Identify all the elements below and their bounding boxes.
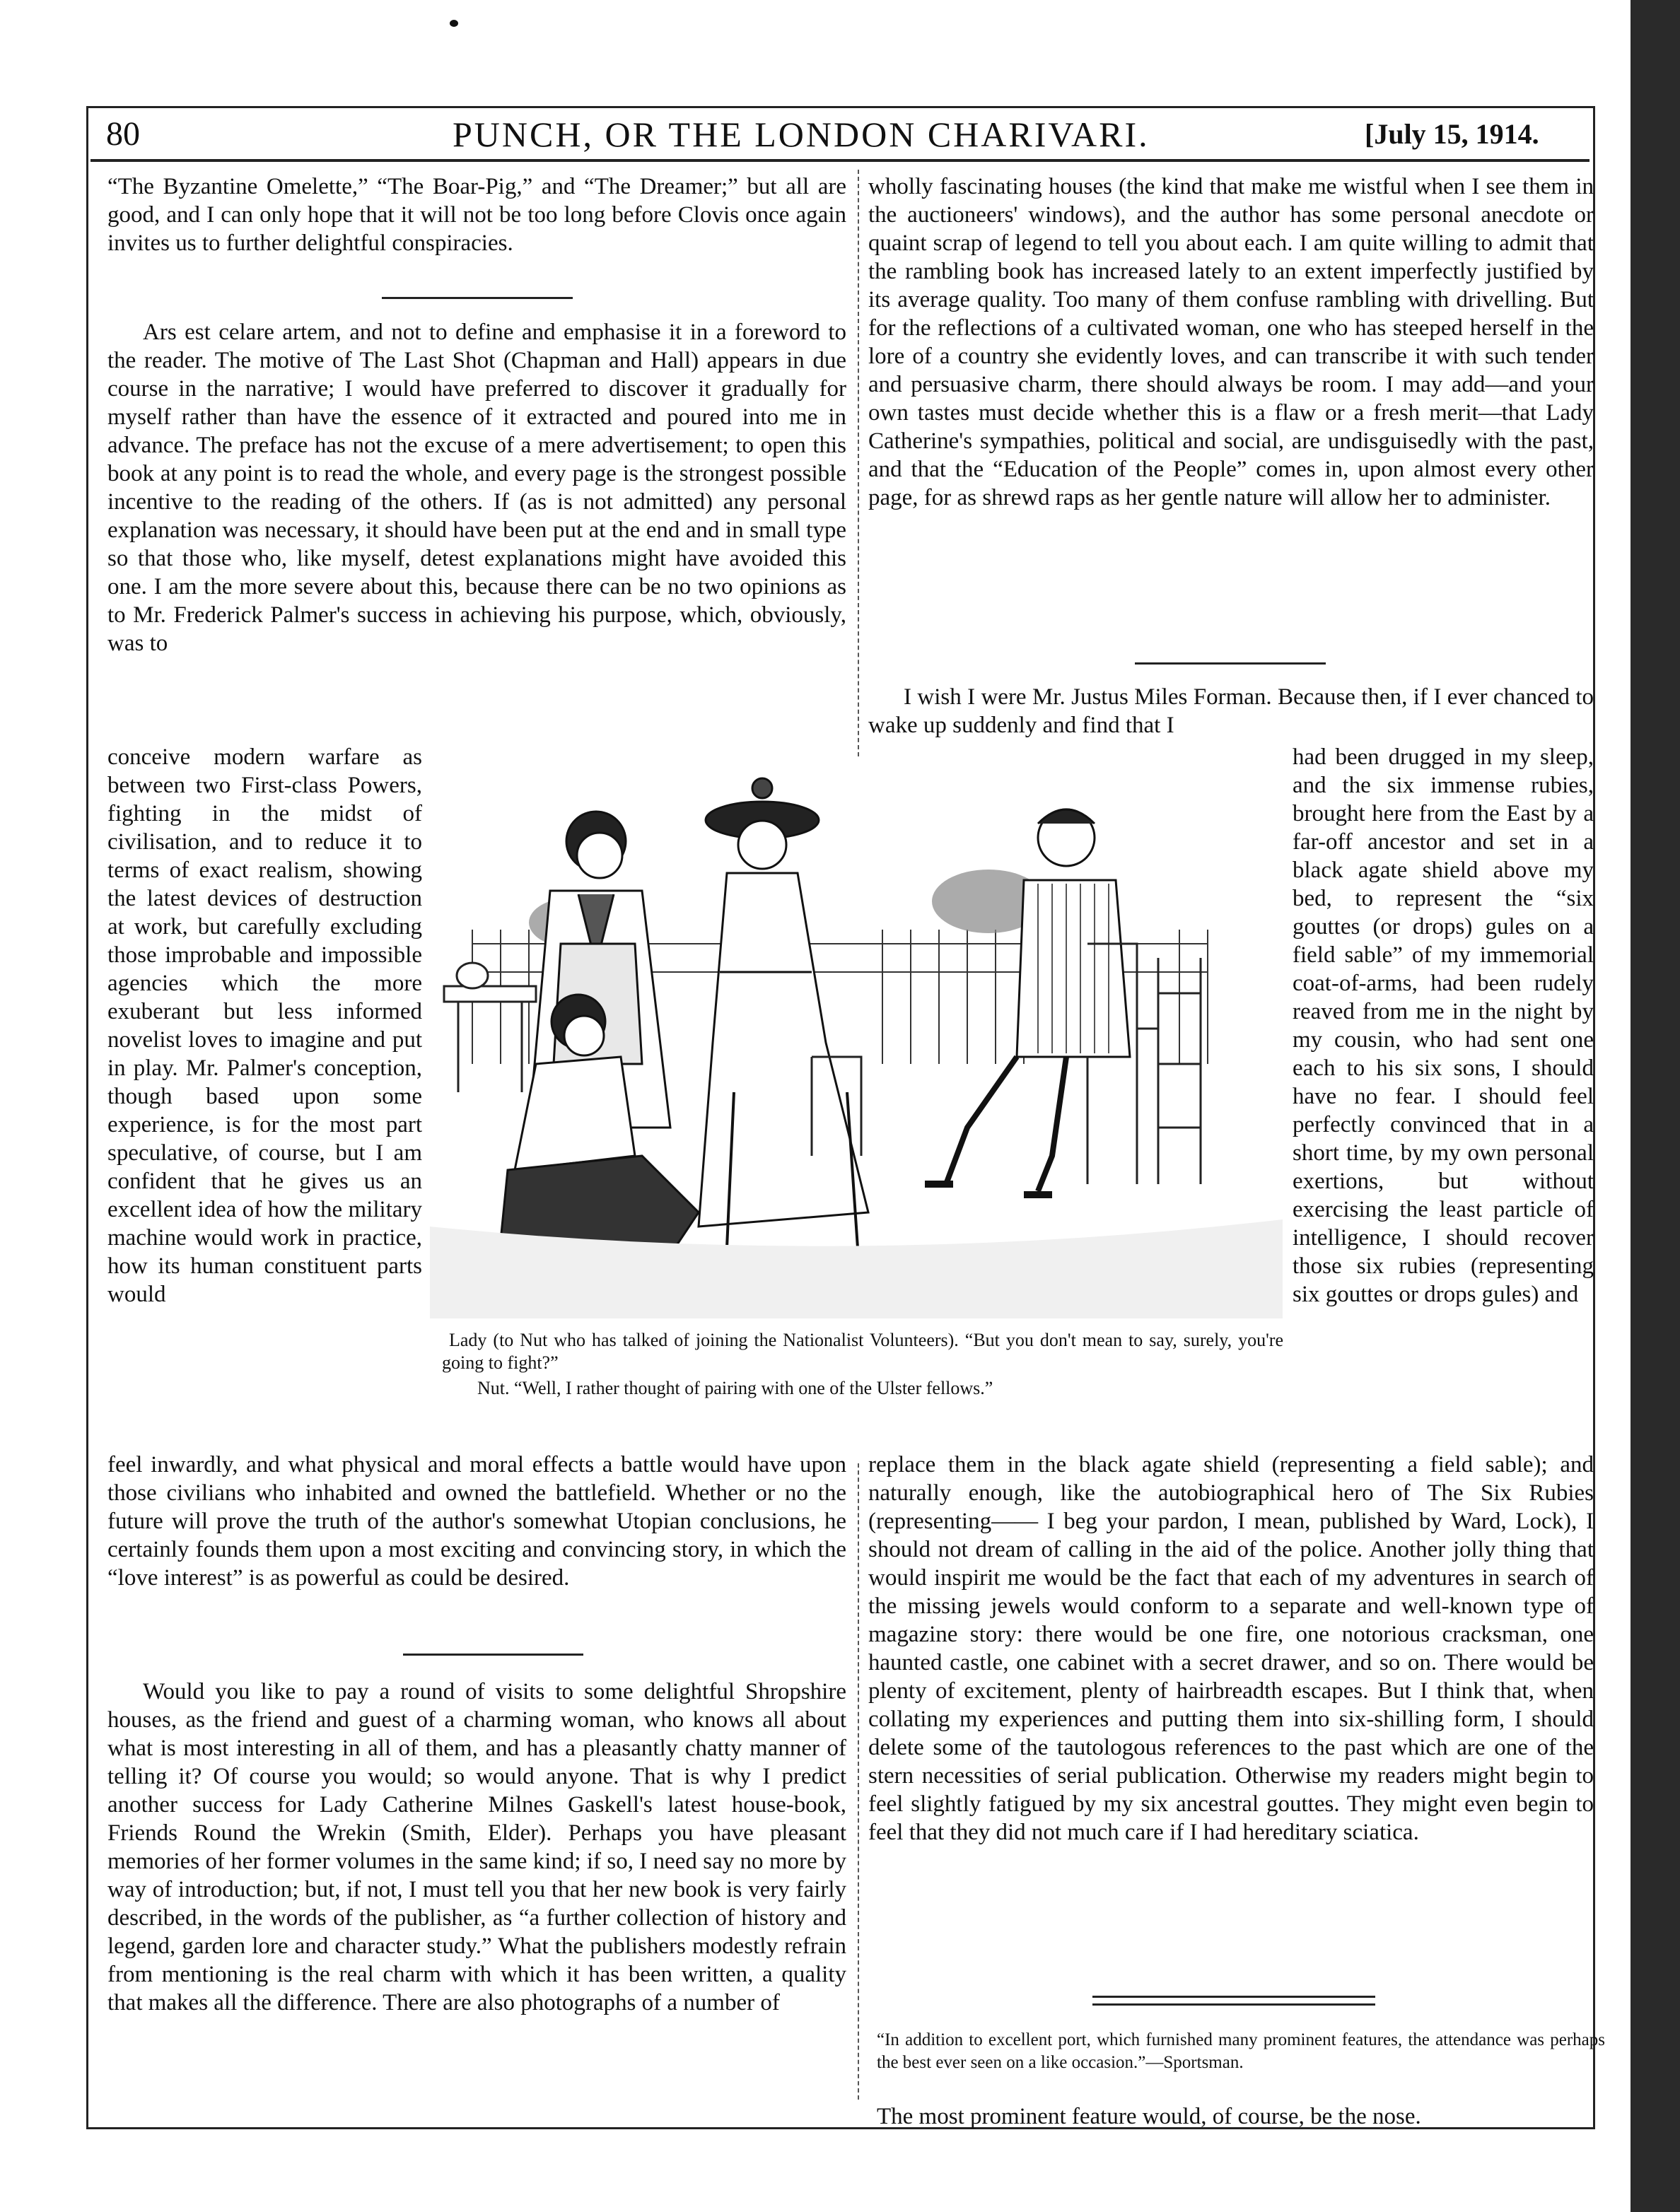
caption-lady: Lady (to Nut who has talked of joining the Nationalist Volunteers). “But you don't mean to say, surely, you're going to fight?” (442, 1330, 1283, 1373)
issue-date: [July 15, 1914. (1365, 118, 1539, 150)
left-paragraph-3: Would you like to pay a round of visits to some delightful Shropshire houses, as the friend and guest of a charming woman, who knows all about what is most interesting in all of them, and has a pleasantly chatty manner of telling it? Of course you would; so would anyone. That is why I predict another success for Lady Catherine Milnes Gaskell's latest house-book, Friends Round the Wrekin (Smith, Elder). Perhaps you have pleasant memories of her former volumes in the same kind; if so, I need say no more by way of introduction; but, if not, I must tell you that her new book is very fairly described, in the words of the publisher, as “a further collection of history and legend, garden lore and character study.” What the publishers modestly refrain from mentioning is the real charm with which it has been written, a quality that makes all the difference. There are also photographs of a number of (107, 1679, 846, 2015)
press-quote: “In addition to excellent port, which furnished many prominent features, the attendance was perhaps the best ever seen on a like occasion.”—Sportsman. (877, 2030, 1605, 2072)
section-rule (403, 1654, 583, 1656)
page-title: PUNCH, OR THE LONDON CHARIVARI. (453, 115, 1150, 154)
press-quote-comment: The most prominent feature would, of course, be the nose. (877, 2104, 1421, 2129)
right-paragraph-2-narrow: had been drugged in my sleep, and the six immense rubies, brought here from the East by a far-off ancestor and set in a black agate shield above my bed, to represent the “six gouttes (or drops) gules on a field sable” of my immemorial coat-of-arms, had been rudely reaved from me in the night by my cousin, who had sent one each to his six sons, I should have no fear. I should feel perfectly convinced that in a short time, by my own personal exertions, but without exercising the least particle of intelligence, I should recover those six rubies (representing six gouttes or drops gules) and (1293, 744, 1594, 1307)
column-divider (858, 1463, 859, 2100)
column-divider (858, 170, 859, 756)
cartoon-illustration (430, 760, 1283, 1318)
caption-nut: Nut. “Well, I rather thought of pairing with one of the Ulster fellows.” (477, 1378, 993, 1398)
right-paragraph-2-top: I wish I were Mr. Justus Miles Forman. Because then, if I ever chanced to wake up suddenly and find that I (868, 684, 1594, 738)
left-paragraph-2-end: feel inwardly, and what physical and moral effects a battle would have upon those civilians who inhabited and owned the battlefield. Whether or no the future will prove the truth of the author's somewhat Utopian conclusions, he certainly founds them upon a most exciting and convincing story, in which the “love interest” is as powerful as could be desired. (107, 1452, 846, 1591)
section-rule (1135, 662, 1326, 665)
right-paragraph-2-end: replace them in the black agate shield (representing a field sable); and naturally enough, like the autobiographical hero of The Six Rubies (representing—— I beg your pardon, I mean, published by Ward, Lock), I should not dream of calling in the aid of the police. Another jolly thing that would inspirit me would be the fact that each of my adventures in search of the missing jewels would conform to a separate and well-known type of magazine story: there would be one fire, one notorious cracksman, one haunted castle, one cabinet with a secret drawer, and so on. There would be plenty of excitement, plenty of hairbreadth escapes. But I think that, when collating my experiences and putting them into six-shilling form, I should delete some of the tautologous references to the past which are one of the stern necessities of serial publication. Otherwise my readers might begin to feel slightly fatigued by my six ancestral gouttes. They might even begin to feel that they did not much care if I had hereditary sciatica. (868, 1452, 1594, 1845)
left-paragraph-2: Ars est celare artem, and not to define and emphasise it in a foreword to the reader. The motive of The Last Shot (Chapman and Hall) appears in due course in the narrative; I would have preferred to discover it gradually for myself rather than have the essence of it extracted and poured into me in advance. The preface has not the excuse of a mere advertisement; to open this book at any point is to read the whole, and every page is the strongest possible incentive to the reading of the others. If (as is not admitted) any personal explanation was necessary, it should have been put at the end and in small type so that those who, like myself, detest explanations might have avoided this one. I am the more severe about this, because there can be no two opinions as to Mr. Frederick Palmer's success in achieving his purpose, which, obviously, was to (107, 320, 846, 656)
page-number: 80 (106, 115, 140, 153)
section-rule (382, 297, 573, 299)
print-speck (450, 20, 458, 27)
left-paragraph-1: “The Byzantine Omelette,” “The Boar-Pig,” and “The Dreamer;” but all are good, and I can only hope that it will not be too long before Clovis once again invites us to further delightful conspiracies. (107, 174, 846, 256)
right-paragraph-1: wholly fascinating houses (the kind that make me wistful when I see them in the auctioneers' windows), and the author has some personal anecdote or quaint scrap of legend to tell you about each. I am quite willing to admit that the rambling book has increased lately to an extent imperfectly justified by its average quality. Too many of them confuse rambling with drivelling. But for the reflections of a cultivated woman, one who has steeped herself in the lore of a country she evidently loves, and can transcribe it with such tender and persuasive charm, there should always be room. I may add—and your own tastes must decide whether this is a flaw or a fresh merit—that Lady Catherine's sympathies, political and social, are undisguisedly with the past, and that the “Education of the People” comes in, upon almost every other page, for as shrewd raps as her gentle nature will allow her to administer. (868, 174, 1594, 510)
left-paragraph-2-narrow: conceive modern warfare as between two First-class Powers, fighting in the midst of civilisation, and to reduce it to terms of exact realism, showing the latest devices of destruction at work, but carefully excluding those improbable and impossible agencies which the more exuberant but less informed novelist loves to imagine and put in play. Mr. Palmer's conception, though based upon some experience, is for the most part speculative, of course, but I am confident that he gives us an excellent idea of how the military machine would work in practice, how its human constituent parts would (107, 744, 422, 1307)
page-edge-shadow (1631, 0, 1680, 2212)
section-double-rule (1092, 1996, 1375, 2006)
header-rule (91, 159, 1589, 162)
